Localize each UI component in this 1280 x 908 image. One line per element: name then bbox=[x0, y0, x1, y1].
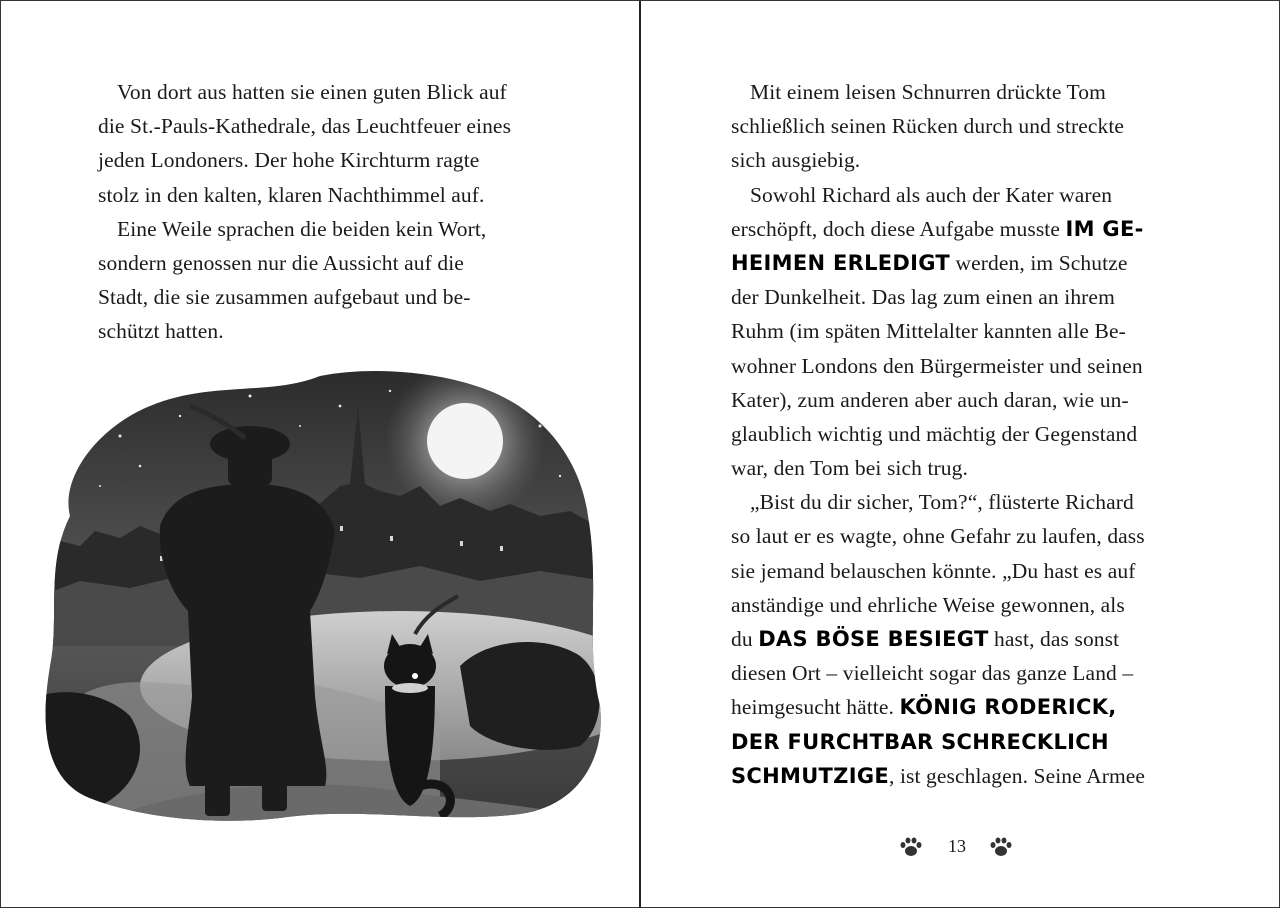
text-run: hast, das sonst bbox=[988, 627, 1120, 651]
paw-print-icon bbox=[988, 836, 1014, 858]
text-line bbox=[731, 246, 1191, 280]
text-line: „Bist du dir sicher, Tom?“, flüsterte Richard bbox=[750, 490, 1134, 515]
text-line bbox=[731, 759, 1191, 793]
emphasis-text: IM GE- bbox=[1065, 216, 1144, 241]
text-line: Kater), zum anderen aber auch daran, wie un- bbox=[731, 387, 1129, 412]
text-line bbox=[731, 690, 1191, 724]
text-line: so laut er es wagte, ohne Gefahr zu laufen, dass bbox=[731, 524, 1145, 549]
emphasis-text: DER FURCHTBAR SCHRECKLICH bbox=[731, 729, 1109, 754]
night-scene-illustration bbox=[40, 366, 606, 821]
text-line: glaublich wichtig und mächtig der Gegenstand bbox=[731, 421, 1138, 446]
text-line bbox=[731, 725, 1191, 759]
text-line: stolz in den kalten, klaren Nachthimmel auf. bbox=[98, 182, 485, 207]
text-line: schließlich seinen Rücken durch und streckte bbox=[731, 114, 1125, 139]
text-line bbox=[731, 212, 1191, 246]
page-number: 13 bbox=[948, 836, 966, 856]
emphasis-text: SCHMUTZIGE bbox=[731, 763, 890, 788]
text-line: der Dunkelheit. Das lag zum einen an ihrem bbox=[731, 285, 1115, 310]
text-line: Eine Weile sprachen die beiden kein Wort, bbox=[117, 216, 487, 241]
text-line: die St.-Pauls-Kathedrale, das Leuchtfeuer eines bbox=[98, 114, 512, 139]
text-line: war, den Tom bei sich trug. bbox=[731, 456, 968, 481]
text-run: heimgesucht hätte. bbox=[731, 695, 900, 720]
text-line bbox=[731, 622, 1191, 656]
text-line: Von dort aus hatten sie einen guten Blick auf bbox=[117, 80, 507, 104]
emphasis-text: DAS BÖSE BESIEGT bbox=[758, 627, 989, 651]
text-run: , ist geschlagen. Seine Armee bbox=[889, 763, 1146, 788]
text-line: diesen Ort – vielleicht sogar das ganze Land – bbox=[731, 661, 1134, 686]
page-footer bbox=[898, 832, 1016, 862]
emphasis-text: HEIMEN ERLEDIGT bbox=[731, 250, 951, 275]
right-page-text bbox=[731, 75, 1191, 793]
text-run: erschöpft, doch diese Aufgabe musste bbox=[731, 216, 1066, 241]
text-line: sondern genossen nur die Aussicht auf die bbox=[98, 250, 464, 275]
text-line: wohner Londons den Bürgermeister und seinen bbox=[731, 353, 1143, 378]
text-line: Sowohl Richard als auch der Kater waren bbox=[750, 182, 1113, 207]
emphasis-text: KÖNIG RODERICK, bbox=[899, 695, 1117, 720]
paw-print-icon bbox=[898, 836, 924, 858]
text-line: Stadt, die sie zusammen aufgebaut und be- bbox=[98, 285, 471, 310]
text-line: jeden Londoners. Der hohe Kirchturm ragte bbox=[98, 148, 480, 173]
text-line: schützt hatten. bbox=[98, 319, 224, 344]
text-line: Mit einem leisen Schnurren drückte Tom bbox=[750, 80, 1106, 104]
left-page-text bbox=[98, 75, 568, 349]
text-line: sie jemand belauschen könnte. „Du hast es auf bbox=[731, 558, 1136, 583]
text-line: sich ausgiebig. bbox=[731, 148, 861, 173]
text-line: Ruhm (im späten Mittelalter kannten alle Be- bbox=[731, 319, 1126, 344]
text-line: anständige und ehrliche Weise gewonnen, als bbox=[731, 592, 1125, 617]
text-run: werden, im Schutze bbox=[950, 250, 1128, 275]
text-run: du bbox=[731, 627, 759, 651]
left-page bbox=[0, 0, 639, 908]
